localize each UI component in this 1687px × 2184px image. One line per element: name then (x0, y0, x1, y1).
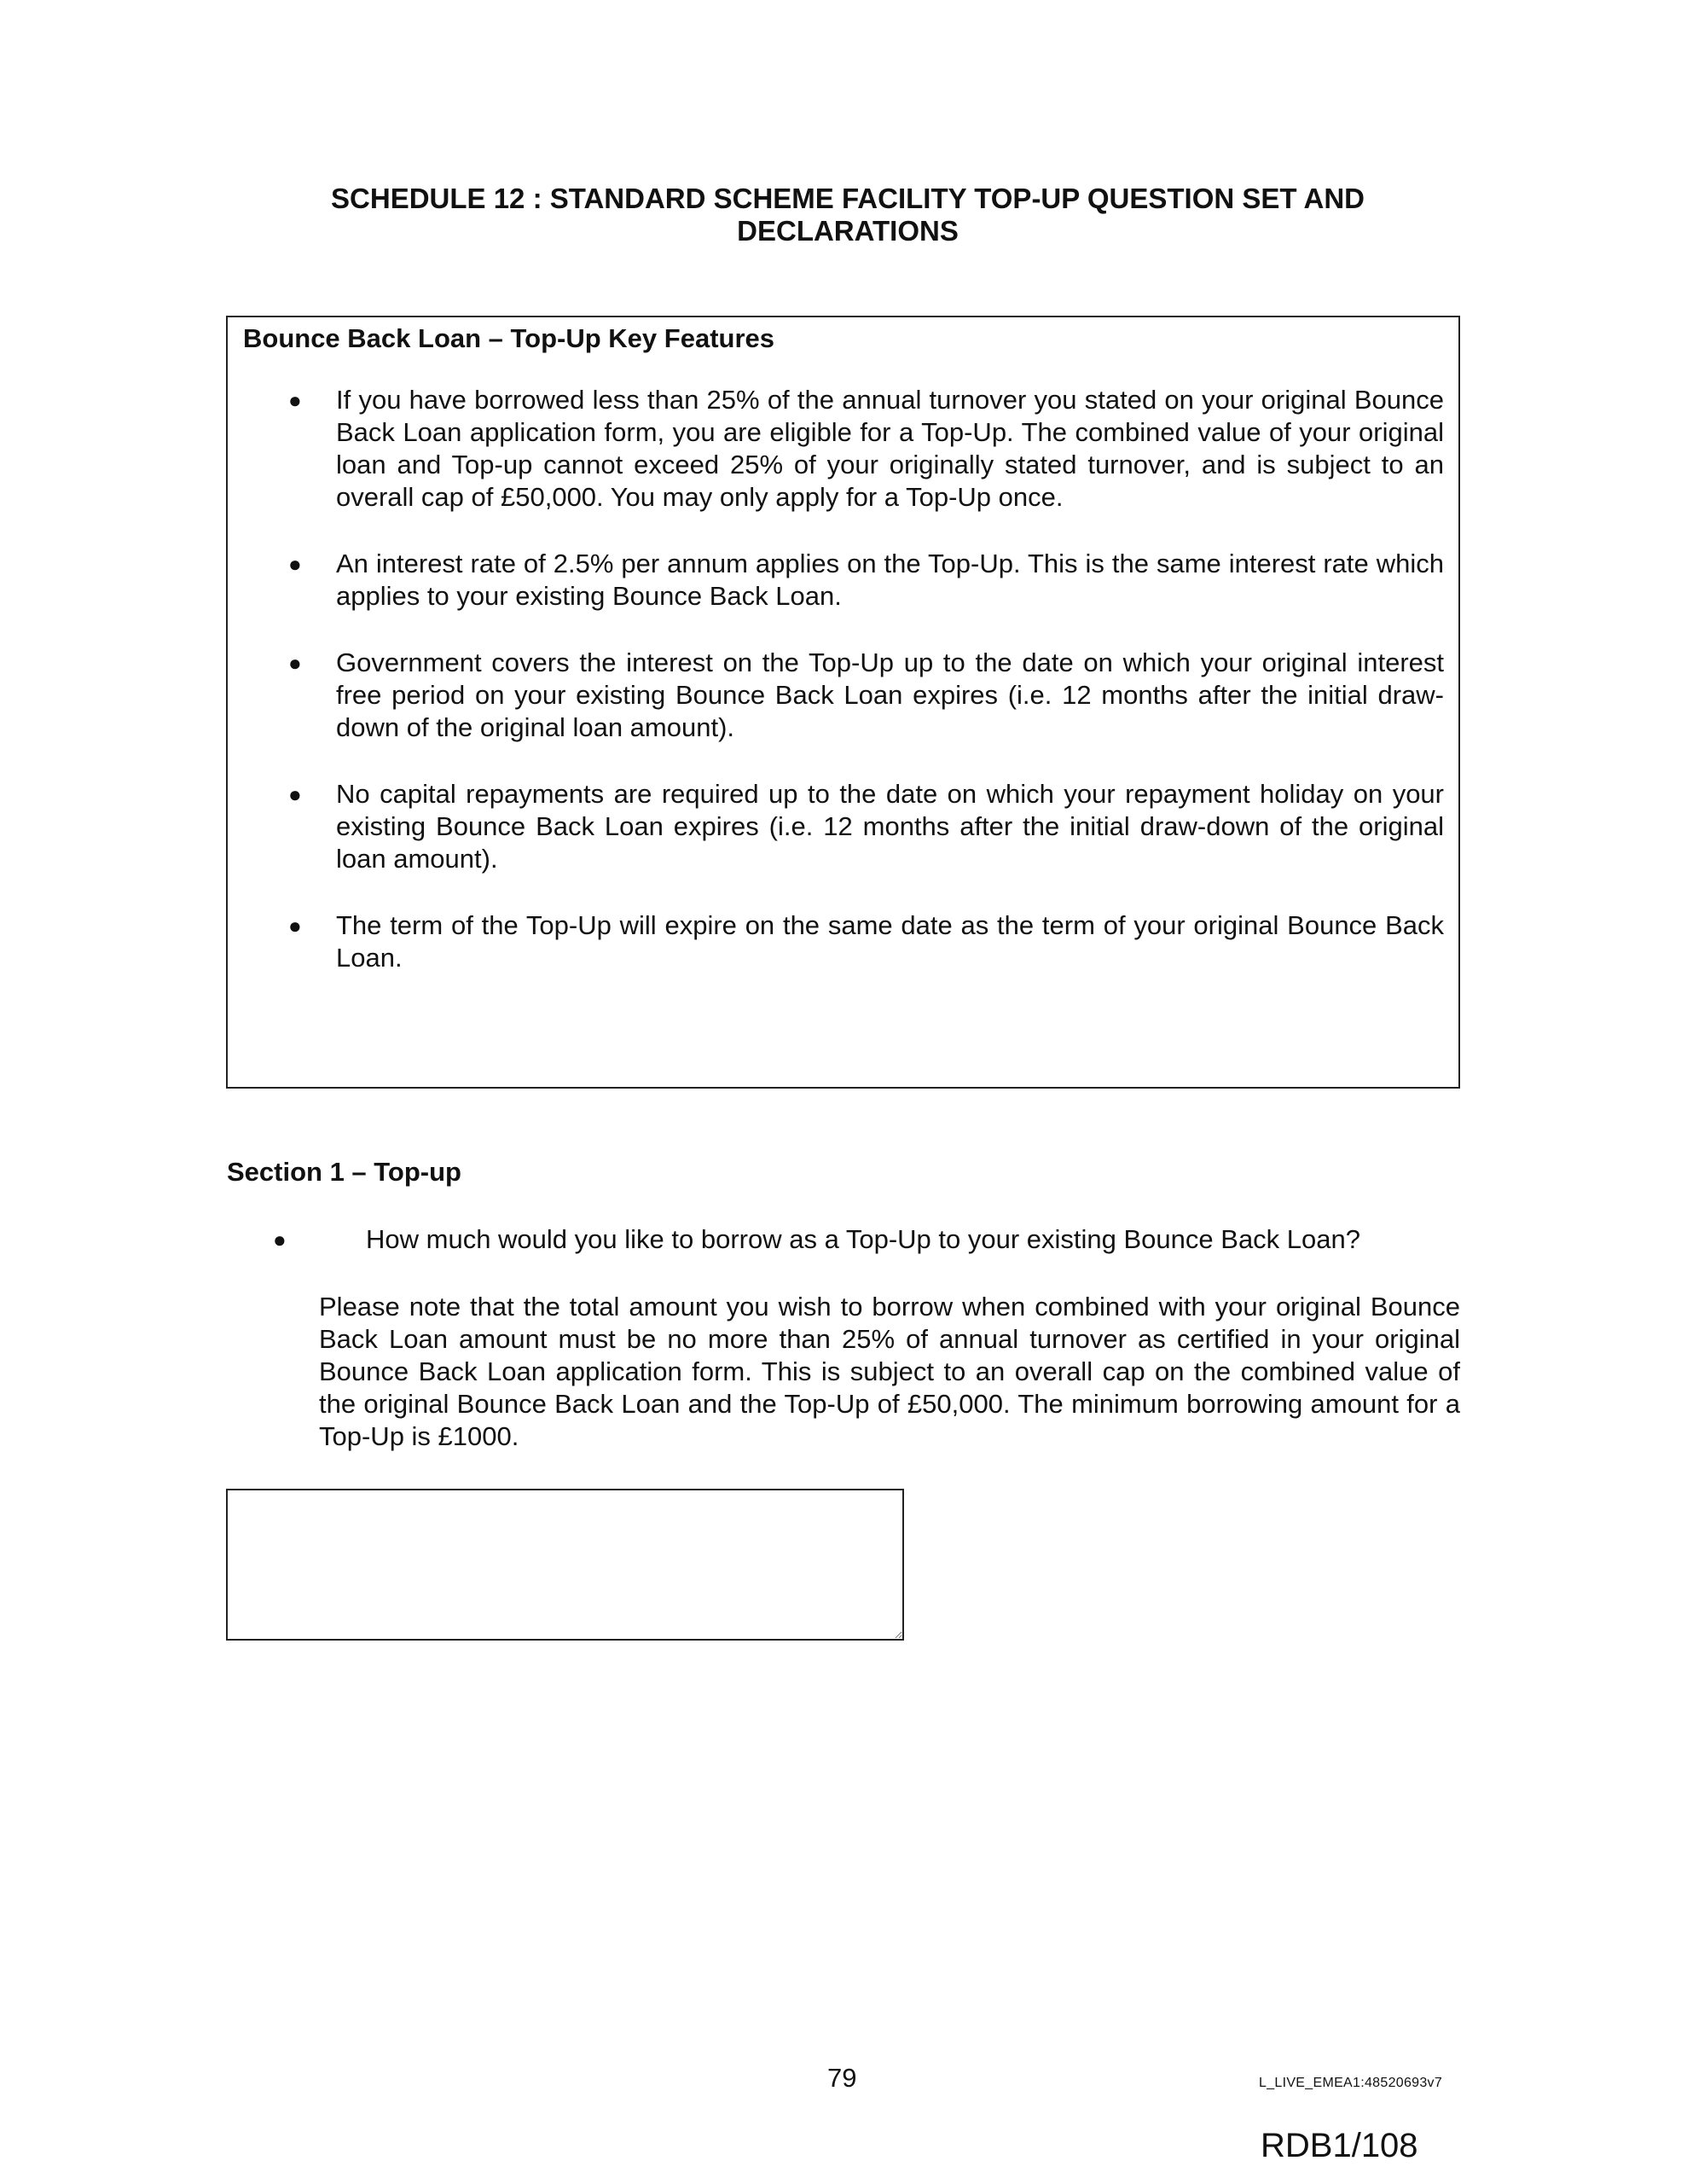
top-up-amount-field[interactable] (226, 1489, 904, 1641)
key-features-list (228, 384, 1458, 1008)
key-feature-text: No capital repayments are required up to the date on which your repayment holiday on your existing Bounce Back Loan expires (i.e. 12 months after the initial draw-down of the original loan amount). (336, 779, 1444, 874)
bullet-icon: ● (288, 387, 302, 413)
bullet-icon: ● (288, 781, 302, 807)
key-feature-item (228, 384, 1458, 514)
bundle-reference: RDB1/108 (1261, 2127, 1418, 2164)
key-feature-item (228, 647, 1458, 744)
key-feature-text: An interest rate of 2.5% per annum applies on the Top-Up. This is the same interest rate which applies to your existing Bounce Back Loan. (336, 549, 1444, 611)
key-feature-item (228, 778, 1458, 875)
bullet-icon: ● (288, 913, 302, 938)
page-title-line-1: SCHEDULE 12 : STANDARD SCHEME FACILITY TOP-UP QUESTION SET AND (331, 183, 1365, 214)
section-1-heading: Section 1 – Top-up (227, 1157, 461, 1187)
document-reference: L_LIVE_EMEA1:48520693v7 (1259, 2076, 1443, 2090)
key-feature-text: Government covers the interest on the Top-Up up to the date on which your original interest free period on your existing Bounce Back Loan expires (i.e. 12 months after the initial draw-down of the original loan amount). (336, 648, 1444, 742)
top-up-question-text: How much would you like to borrow as a Top-Up to your existing Bounce Back Loan? (366, 1224, 1360, 1254)
key-features-heading: Bounce Back Loan – Top-Up Key Features (243, 323, 774, 353)
bullet-icon: ● (288, 650, 302, 676)
bullet-icon: ● (288, 551, 302, 577)
page-number: 79 (827, 2063, 857, 2093)
top-up-note: Please note that the total amount you wish to borrow when combined with your original Bounce Back Loan amount must be no more than 25% of annual turnover as certified in your original Bounce Back Loan application form. This is subject to an overall cap on the combined value of the original Bounce Back Loan and the Top-Up of £50,000. The minimum borrowing amount for a Top-Up is £1000. (319, 1292, 1460, 1451)
page-title (227, 183, 1469, 247)
key-feature-text: If you have borrowed less than 25% of the annual turnover you stated on your original Bounce Back Loan application form, you are eligible for a Top-Up. The combined value of your original loan and Top-up cannot exceed 25% of your originally stated turnover, and is subject to an overall cap of £50,000. You may only apply for a Top-Up once. (336, 385, 1444, 512)
bullet-icon: ● (273, 1227, 287, 1252)
page-title-line-2: DECLARATIONS (737, 215, 959, 247)
key-feature-item (228, 548, 1458, 613)
key-feature-item (228, 909, 1458, 974)
key-features-box (226, 316, 1460, 1089)
key-feature-text: The term of the Top-Up will expire on the same date as the term of your original Bounce Back Loan. (336, 910, 1444, 973)
